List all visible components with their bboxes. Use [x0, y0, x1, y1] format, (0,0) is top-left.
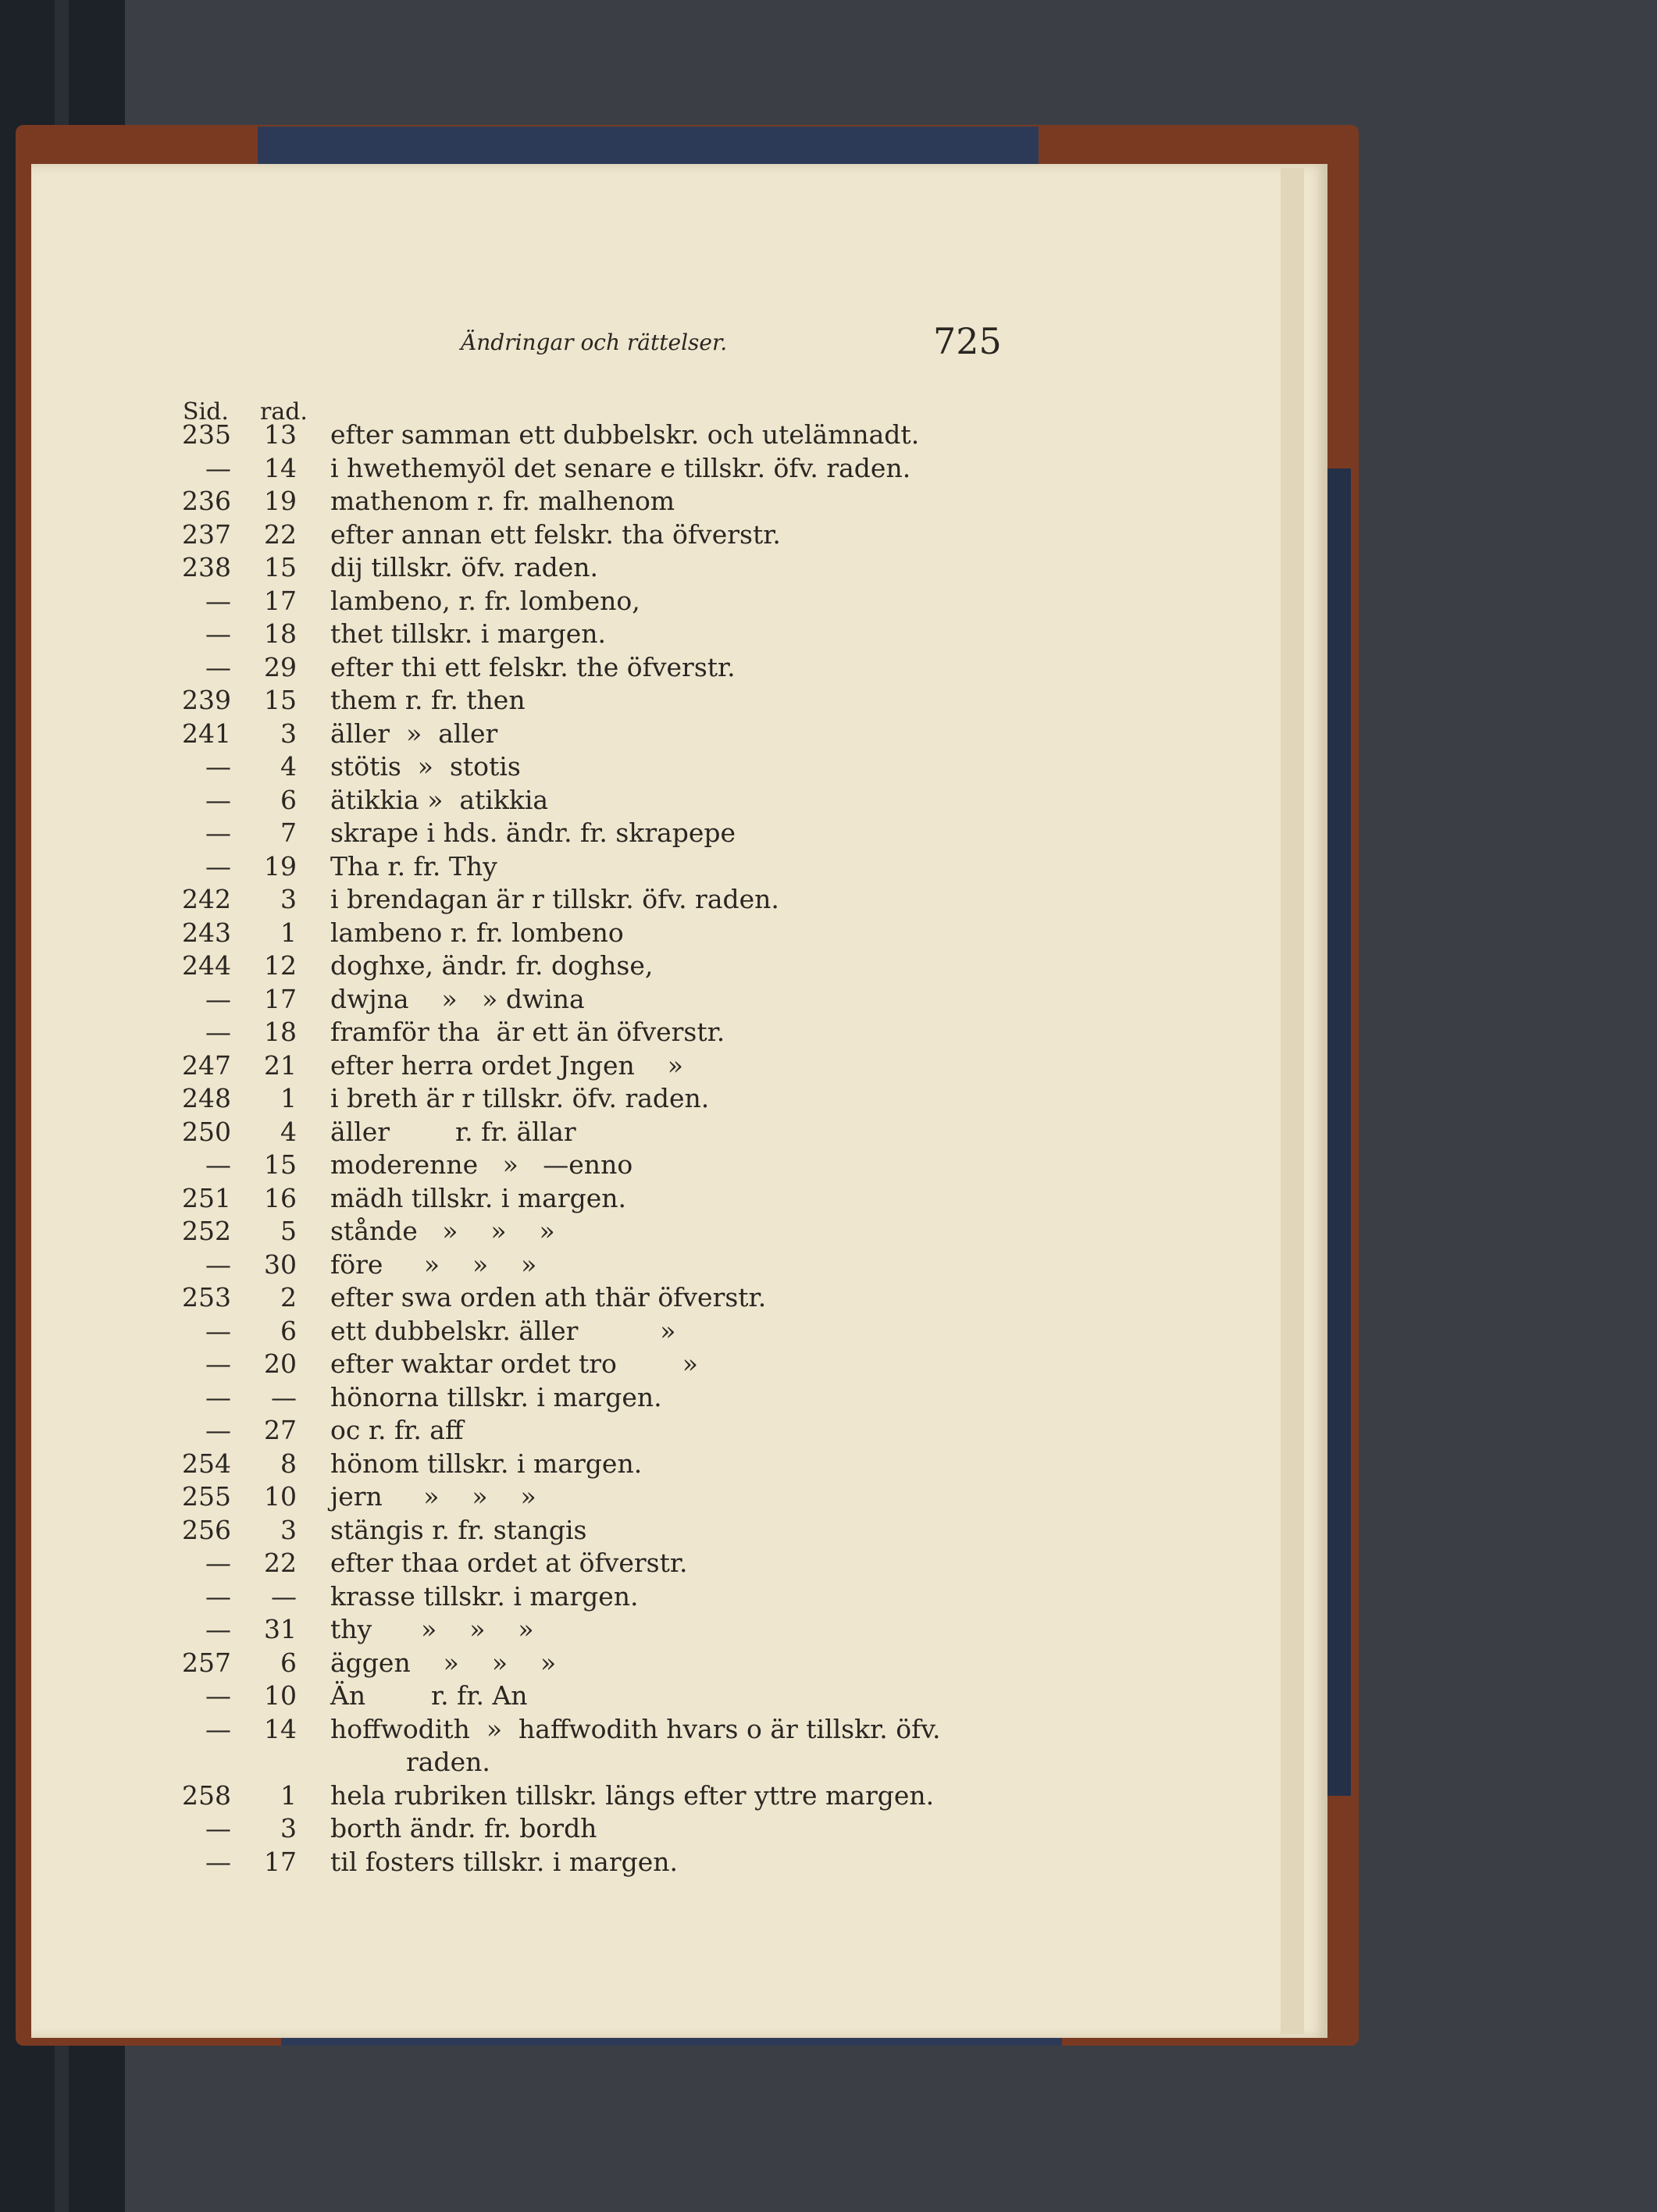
row-sid: 255 [182, 1481, 231, 1512]
row-sid: 257 [182, 1647, 231, 1678]
errata-row [0, 1282, 1171, 1316]
errata-row [0, 1249, 1171, 1283]
row-sid: 253 [182, 1282, 231, 1313]
column-header-sid: Sid. [183, 398, 229, 426]
row-sid: 256 [182, 1514, 231, 1545]
errata-row [0, 1050, 1171, 1084]
row-text: stängis r. fr. stangis [330, 1514, 587, 1545]
errata-row [0, 1747, 1171, 1780]
row-text: ätikkia » atikkia [330, 784, 549, 815]
row-text: i brendagan är r tillskr. öfv. raden. [330, 884, 779, 914]
errata-row [0, 586, 1171, 619]
row-sid: 251 [182, 1182, 231, 1213]
row-text: dij tillskr. öfv. raden. [330, 552, 599, 582]
row-sid: — [205, 1548, 231, 1578]
errata-row [0, 1216, 1171, 1249]
errata-row [0, 1581, 1171, 1615]
row-sid: — [205, 1846, 231, 1877]
row-rad: 1 [280, 1779, 297, 1811]
row-rad: 20 [264, 1348, 297, 1379]
row-sid: — [205, 1149, 231, 1180]
row-rad: 18 [264, 1017, 297, 1047]
errata-list [0, 419, 1171, 1879]
errata-row [0, 1780, 1171, 1814]
row-text: lambeno r. fr. lombeno [330, 917, 624, 948]
row-text: hoffwodith » haffwodith hvars o är tillskr. öfv. [330, 1713, 941, 1744]
column-header-rad: rad. [260, 398, 308, 426]
row-text: i breth är r tillskr. öfv. raden. [330, 1083, 710, 1113]
row-rad: 17 [264, 585, 297, 616]
row-sid: — [205, 1381, 231, 1412]
page-number: 725 [933, 320, 1002, 362]
errata-row [0, 917, 1171, 951]
row-sid: 235 [182, 419, 231, 450]
errata-row [0, 552, 1171, 586]
row-rad: 15 [264, 685, 297, 715]
row-text: äller » aller [330, 718, 498, 749]
row-text: stånde » » » [330, 1216, 555, 1246]
row-text: efter thi ett felskr. the öfverstr. [330, 651, 736, 682]
row-rad: 10 [264, 1680, 297, 1711]
row-sid: — [205, 1348, 231, 1379]
row-sid: 236 [182, 486, 231, 516]
row-text: efter herra ordet Jngen » [330, 1049, 683, 1081]
errata-row [0, 419, 1171, 453]
row-sid: — [205, 1713, 231, 1744]
row-rad: 15 [264, 552, 297, 582]
row-sid: 258 [182, 1779, 231, 1811]
row-text: hela rubriken tillskr. längs efter yttre margen. [330, 1779, 935, 1811]
row-rad: 6 [280, 1315, 297, 1346]
row-sid: — [205, 1017, 231, 1047]
row-sid: 238 [182, 552, 231, 582]
row-rad: 16 [264, 1182, 297, 1213]
errata-row [0, 486, 1171, 519]
row-rad: 27 [264, 1415, 297, 1445]
row-sid: — [205, 983, 231, 1014]
row-text: ett dubbelskr. äller » [330, 1315, 676, 1346]
errata-row [0, 1647, 1171, 1681]
row-text: i hwethemyöl det senare e tillskr. öfv. raden. [330, 452, 911, 483]
errata-row [0, 519, 1171, 553]
row-sid: 252 [182, 1216, 231, 1246]
row-sid: — [205, 651, 231, 682]
row-sid: — [205, 751, 231, 782]
row-text: lambeno, r. fr. lombeno, [330, 585, 640, 616]
errata-row [0, 1382, 1171, 1416]
row-sid: — [205, 452, 231, 483]
row-rad: 13 [264, 419, 297, 450]
errata-row [0, 1614, 1171, 1647]
row-sid: — [205, 1614, 231, 1644]
errata-row [0, 817, 1171, 851]
row-text: them r. fr. then [330, 685, 526, 715]
row-rad: 22 [264, 518, 297, 550]
errata-row [0, 1548, 1171, 1581]
errata-row [0, 984, 1171, 1017]
row-sid: 237 [182, 518, 231, 550]
errata-row [0, 1680, 1171, 1714]
errata-row [0, 1017, 1171, 1050]
row-text: oc r. fr. aff [330, 1415, 464, 1445]
row-text: Tha r. fr. Thy [330, 850, 497, 882]
row-rad: 22 [264, 1548, 297, 1578]
row-text: moderenne » —enno [330, 1149, 633, 1180]
row-sid: — [205, 585, 231, 616]
errata-row [0, 1448, 1171, 1482]
row-sid: — [205, 1813, 231, 1843]
errata-row [0, 1183, 1171, 1216]
errata-row [0, 851, 1171, 885]
row-sid: 241 [182, 718, 231, 749]
row-text: efter annan ett felskr. tha öfverstr. [330, 518, 781, 550]
errata-row [0, 751, 1171, 785]
row-rad: 7 [280, 817, 297, 848]
row-rad: 17 [264, 983, 297, 1014]
row-text: efter thaa ordet at öfverstr. [330, 1548, 688, 1578]
row-text: borth ändr. fr. bordh [330, 1813, 597, 1843]
row-rad: 1 [280, 1083, 297, 1113]
errata-row [0, 1083, 1171, 1117]
row-rad: 10 [264, 1481, 297, 1512]
row-text: framför tha är ett än öfverstr. [330, 1017, 725, 1047]
row-sid: — [205, 1580, 231, 1612]
row-text: raden. [406, 1747, 490, 1777]
row-sid: — [205, 817, 231, 848]
row-rad: 12 [264, 950, 297, 981]
row-rad: 15 [264, 1149, 297, 1180]
row-rad: 14 [264, 452, 297, 483]
row-sid: — [205, 1415, 231, 1445]
errata-row [0, 884, 1171, 917]
row-sid: 243 [182, 917, 231, 948]
errata-row [0, 950, 1171, 984]
row-rad: 2 [280, 1282, 297, 1313]
row-sid: — [205, 850, 231, 882]
row-rad: 4 [280, 1116, 297, 1147]
row-sid: — [205, 618, 231, 649]
row-text: jern » » » [330, 1481, 536, 1512]
row-rad: 3 [280, 1813, 297, 1843]
row-sid: — [205, 1248, 231, 1280]
row-sid: — [205, 1680, 231, 1711]
row-text: dwjna » » dwina [330, 983, 585, 1014]
errata-row [0, 1415, 1171, 1448]
row-rad: 31 [264, 1614, 297, 1644]
errata-row [0, 1117, 1171, 1150]
row-rad: 6 [280, 784, 297, 815]
row-text: efter samman ett dubbelskr. och utelämnadt. [330, 419, 920, 450]
row-rad: 21 [264, 1049, 297, 1081]
row-text: mädh tillskr. i margen. [330, 1182, 627, 1213]
row-text: hönorna tillskr. i margen. [330, 1381, 662, 1412]
row-text: äggen » » » [330, 1647, 557, 1678]
row-sid: 244 [182, 950, 231, 981]
errata-row [0, 1149, 1171, 1183]
row-sid: — [205, 1315, 231, 1346]
row-text: thet tillskr. i margen. [330, 618, 606, 649]
row-rad: 6 [280, 1647, 297, 1678]
row-text: skrape i hds. ändr. fr. skrapepe [330, 817, 736, 848]
row-sid: 254 [182, 1448, 231, 1479]
row-text: mathenom r. fr. malhenom [330, 486, 675, 516]
errata-row [0, 1348, 1171, 1382]
row-sid: 248 [182, 1083, 231, 1113]
row-text: efter swa orden ath thär öfverstr. [330, 1282, 767, 1313]
errata-row [0, 618, 1171, 652]
row-sid: — [205, 784, 231, 815]
errata-row [0, 1714, 1171, 1747]
row-rad: 19 [264, 850, 297, 882]
row-rad: 17 [264, 1846, 297, 1877]
row-sid: 250 [182, 1116, 231, 1147]
row-rad: 3 [280, 718, 297, 749]
errata-row [0, 718, 1171, 752]
row-text: hönom tillskr. i margen. [330, 1448, 643, 1479]
row-rad: 30 [264, 1248, 297, 1280]
errata-row [0, 1515, 1171, 1548]
row-sid: 239 [182, 685, 231, 715]
row-rad: 19 [264, 486, 297, 516]
row-rad: 4 [280, 751, 297, 782]
row-text: äller r. fr. ällar [330, 1116, 576, 1147]
row-text: före » » » [330, 1248, 537, 1280]
row-text: til fosters tillskr. i margen. [330, 1846, 679, 1877]
row-rad: 3 [280, 1514, 297, 1545]
errata-row [0, 685, 1171, 718]
row-text: stötis » stotis [330, 751, 521, 782]
row-rad: 3 [280, 884, 297, 914]
errata-row [0, 652, 1171, 686]
row-rad: — [271, 1381, 297, 1412]
row-rad: 5 [280, 1216, 297, 1246]
row-sid: 242 [182, 884, 231, 914]
row-rad: — [271, 1580, 297, 1612]
row-text: Än r. fr. An [330, 1680, 528, 1711]
row-rad: 18 [264, 618, 297, 649]
row-rad: 8 [280, 1448, 297, 1479]
page-edge [1281, 168, 1304, 2034]
errata-row [0, 1847, 1171, 1880]
row-text: doghxe, ändr. fr. doghse, [330, 950, 654, 981]
errata-row [0, 785, 1171, 818]
errata-row [0, 453, 1171, 486]
row-rad: 1 [280, 917, 297, 948]
row-sid: 247 [182, 1049, 231, 1081]
running-header: Ändringar och rättelser. [461, 329, 728, 355]
errata-row [0, 1316, 1171, 1349]
row-rad: 14 [264, 1713, 297, 1744]
errata-row [0, 1481, 1171, 1515]
row-text: thy » » » [330, 1614, 534, 1644]
row-rad: 29 [264, 651, 297, 682]
errata-row [0, 1813, 1171, 1847]
row-text: efter waktar ordet tro » [330, 1348, 698, 1379]
row-text: krasse tillskr. i margen. [330, 1580, 639, 1612]
